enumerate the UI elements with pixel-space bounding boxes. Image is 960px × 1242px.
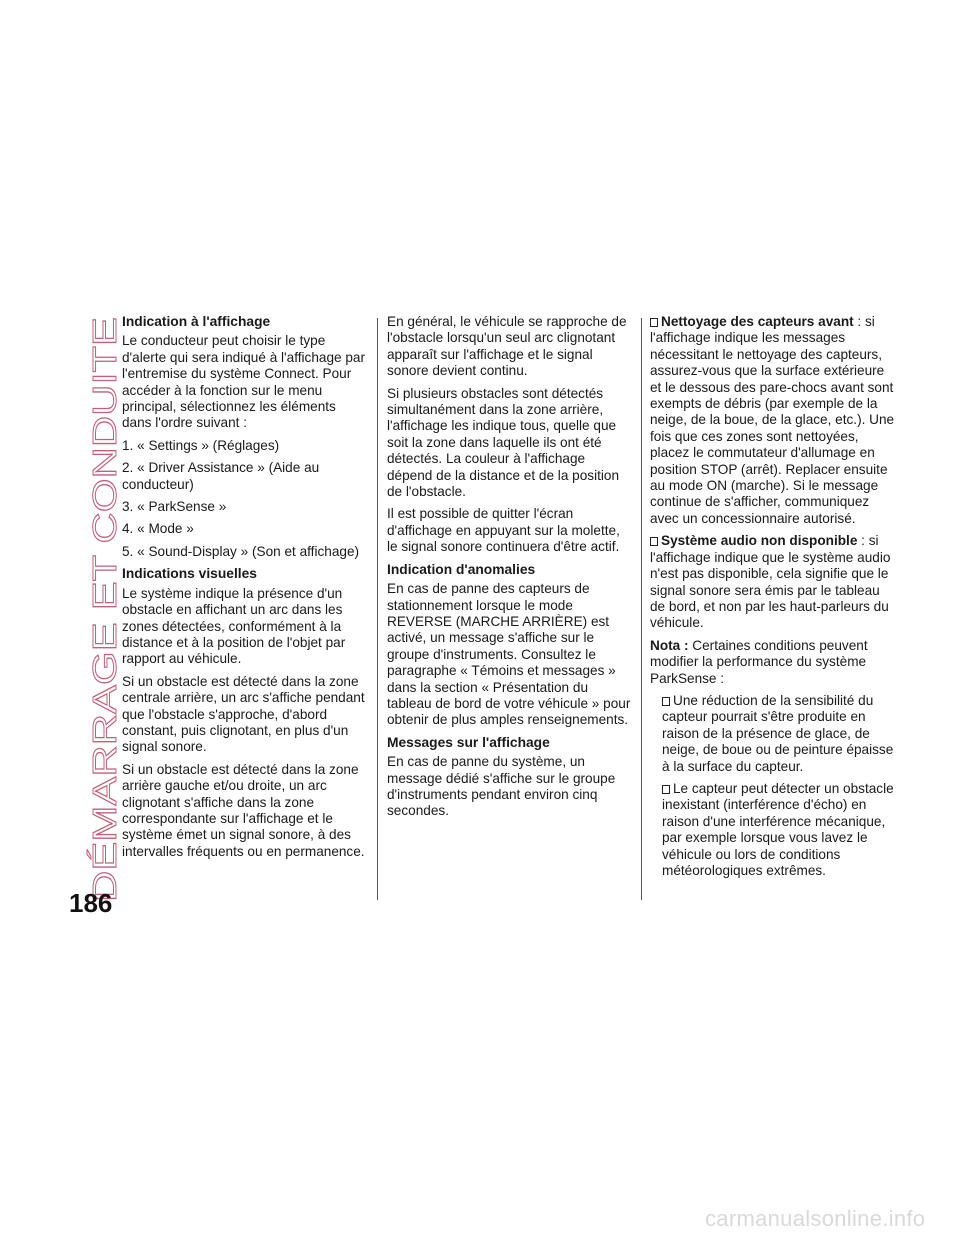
bullet-title: Système audio non disponible bbox=[661, 533, 858, 549]
paragraph: Si un obstacle est détecté dans la zone centrale arrière, un arc s'affiche pendant que l'obstacle s'approche, d'abord constant, puis clignotant, en plus d'un signal sonore. bbox=[122, 673, 365, 755]
step-item: 3. « ParkSense » bbox=[122, 499, 227, 515]
step-item: 4. « Mode » bbox=[122, 521, 194, 537]
sub-bullet-item bbox=[650, 781, 895, 879]
step-item: 5. « Sound-Display » (Son et affichage) bbox=[122, 543, 360, 559]
paragraph: En général, le véhicule se rapproche de l'obstacle lorsqu'un seul arc clignotant apparaît sur l'affichage et le signal sonore devient continu. bbox=[387, 314, 627, 379]
sub-bullet-text: Une réduction de la sensibilité du capteur pourrait s'être produite en raison de la présence de glace, de neige, de boue ou de peinture épaisse à la surface du capteur. bbox=[662, 692, 894, 774]
bullet-title: Nettoyage des capteurs avant bbox=[661, 314, 854, 329]
paragraph: Si un obstacle est détecté dans la zone arrière gauche et/ou droite, un arc clignotant s'affiche dans la zone correspondante sur l'affichage et le système émet un signal sonore, à des intervalles fréquents ou en permanence. bbox=[122, 761, 365, 859]
bullet-text: : si l'affichage indique les messages nécessitant le nettoyage des capteurs, assurez-vous que la surface extérieure et le dessous des pare-chocs avant sont exempts de débris (par exemple de la neige, de la boue, de la glace, etc.). Une fois que ces zones sont nettoyées, placez le commutateur d'allumage en position STOP (arrêt). Replacer ensuite au mode ON (marche). Si le message continue de s'afficher, communiquez avec un concessionnaire autorisé. bbox=[650, 314, 895, 526]
heading-indication-anomalies: Indication d'anomalies bbox=[387, 561, 536, 577]
sub-bullet-item bbox=[650, 693, 895, 775]
checkbox-bullet-icon bbox=[662, 785, 670, 794]
checkbox-bullet-icon bbox=[662, 697, 670, 706]
heading-indication-affichage: Indication à l'affichage bbox=[122, 314, 271, 329]
bullet-item-audio bbox=[650, 533, 895, 631]
checkbox-bullet-icon bbox=[650, 537, 658, 546]
page-number: 186 bbox=[69, 888, 113, 918]
paragraph: Le conducteur peut choisir le type d'alerte qui sera indiqué à l'affichage par l'entremise du système Connect. Pour accéder à la fonction sur le menu principal, sélectionnez les éléments dans l'ordre suivant : bbox=[122, 333, 365, 431]
column-divider bbox=[377, 318, 378, 900]
side-section-title-text: DÉMARRAGE ET CONDUITE bbox=[86, 457, 123, 902]
note-paragraph bbox=[650, 638, 895, 687]
paragraph: Si plusieurs obstacles sont détectés simultanément dans la zone arrière, l'affichage les indique tous, quelle que soit la zone dans laquelle ils ont été détectés. La couleur à l'affichage dépend de la distance et de la position de l'obstacle. bbox=[387, 385, 620, 500]
note-label: Nota : bbox=[650, 637, 689, 653]
sub-bullet-text: Le capteur peut détecter un obstacle inexistant (interférence d'écho) en raison d'une interférence mécanique, par exemple lorsque vous lavez le véhicule ou lors de conditions météorologiques extrêmes. bbox=[662, 780, 894, 878]
step-item: 1. « Settings » (Réglages) bbox=[122, 437, 280, 453]
column-1 bbox=[122, 314, 367, 866]
bullet-item-nettoyage bbox=[650, 314, 895, 527]
paragraph: Il est possible de quitter l'écran d'affichage en appuyant sur la molette, le signal sonore continuera d'être actif. bbox=[387, 506, 620, 555]
bullet-text: : si l'affichage indique que le système audio n'est pas disponible, cela signifie que le signal sonore sera émis par le tableau de bord, et non par les haut-parleurs du véhicule. bbox=[650, 533, 891, 631]
checkbox-bullet-icon bbox=[650, 318, 658, 327]
column-3 bbox=[650, 314, 895, 885]
note-text: Certaines conditions peuvent modifier la performance du système ParkSense : bbox=[650, 637, 868, 686]
paragraph: En cas de panne du système, un message dédié s'affiche sur le groupe d'instruments pendant environ cinq secondes. bbox=[387, 754, 616, 819]
watermark-text: carmanualsonline.info bbox=[705, 1206, 926, 1231]
step-item: 2. « Driver Assistance » (Aide au conducteur) bbox=[122, 460, 320, 492]
paragraph: Le système indique la présence d'un obstacle en affichant un arc dans les zones détectées, conformément à la distance et à la position de l'objet par rapport au véhicule. bbox=[122, 585, 346, 667]
heading-messages-affichage: Messages sur l'affichage bbox=[387, 734, 550, 750]
column-divider bbox=[641, 318, 642, 900]
paragraph: En cas de panne des capteurs de stationnement lorsque le mode REVERSE (MARCHE ARRIÈRE) est activé, un message s'affiche sur le groupe d'instruments. Consultez le paragraphe « Témoins et messages » dans la section « Présentation du tableau de bord de votre véhicule » pour obtenir de plus amples renseignements. bbox=[387, 581, 631, 728]
heading-indications-visuelles: Indications visuelles bbox=[122, 566, 257, 582]
column-2 bbox=[387, 314, 632, 826]
